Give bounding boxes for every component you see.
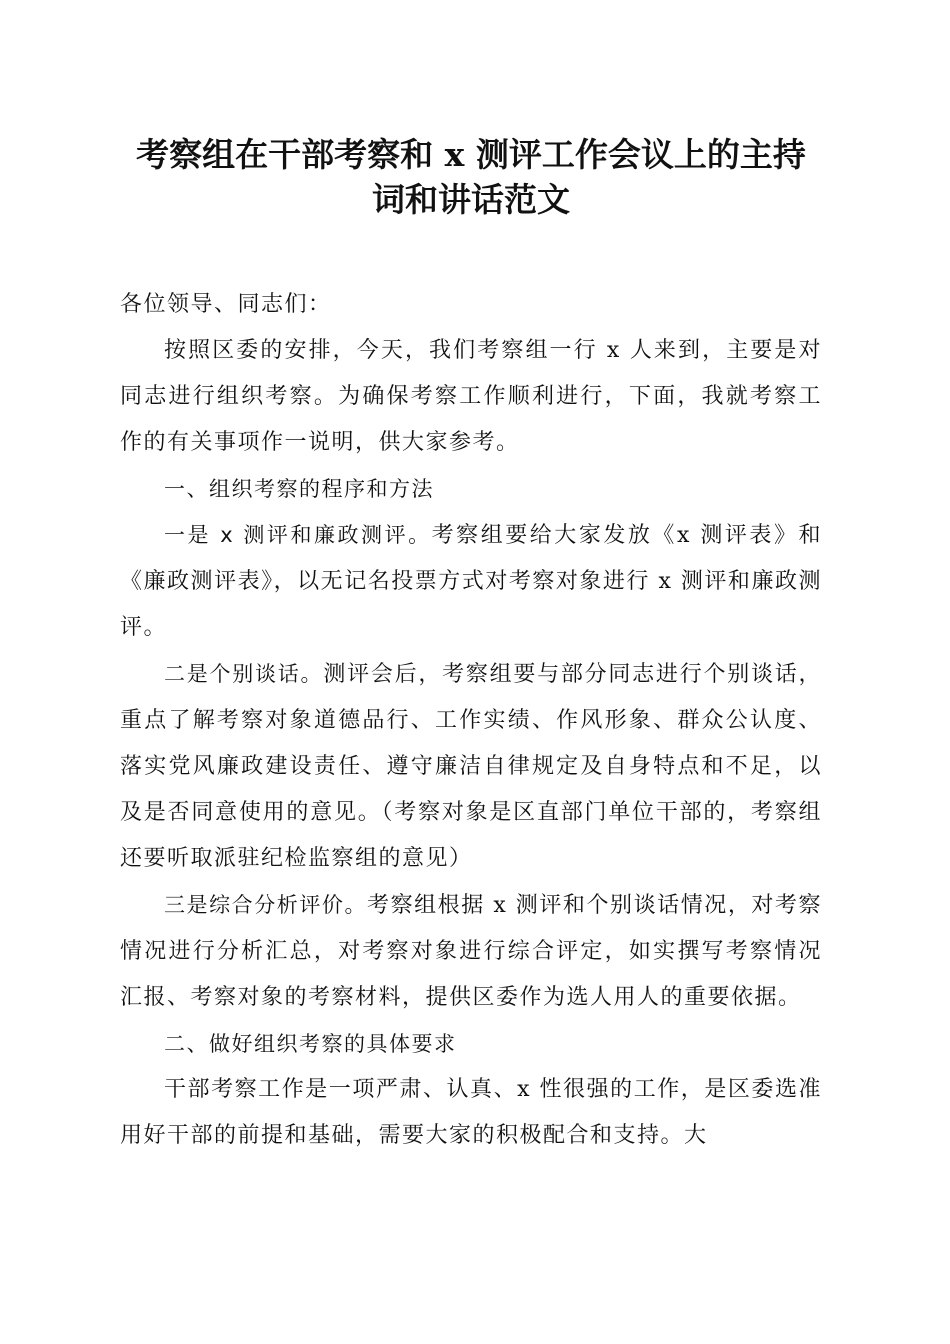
item-1-paragraph	[120, 512, 822, 651]
item-2-text: 测评会后，考察组要与部分同志进行个别谈话，重点了解考察对象道德品行、工作实绩、作风形象、群众公认度、落实党风廉政建设责任、遵守廉洁自律规定及自身特点和不足，以及是否同意使用的意见。（考察对象是区直部门单位干部的，考察组还要听取派驻纪检监察组的意见）	[120, 662, 822, 871]
item-1-lead: 一是 x 测评和廉政测评。	[164, 523, 432, 547]
item-3-text: 考察组根据 x 测评和个别谈话情况，对考察情况进行分析汇总，对考察对象进行综合评定，如实撰写考察情况汇报、考察对象的考察材料，提供区委作为选人用人的重要依据。	[120, 893, 822, 1010]
item-1-text: 考察组要给大家发放《x 测评表》和《廉政测评表》，以无记名投票方式对考察对象进行 x 测评和廉政测评。	[120, 523, 822, 640]
title-line-2: 词和讲话范文	[372, 180, 570, 219]
section-1-heading: 一、组织考察的程序和方法	[164, 477, 434, 501]
section-2-heading: 二、做好组织考察的具体要求	[164, 1032, 457, 1056]
item-3-paragraph	[120, 882, 822, 1021]
title-line-1: 考察组在干部考察和 x 测评工作会议上的主持	[136, 135, 806, 174]
item-3-lead: 三是综合分析评价。	[164, 893, 368, 917]
intro-paragraph: 按照区委的安排，今天，我们考察组一行 x 人来到，主要是对同志进行组织考察。为确保考察工作顺利进行，下面，我就考察工作的有关事项作一说明，供大家参考。	[120, 338, 822, 455]
document-body	[120, 282, 822, 1159]
item-2-paragraph	[120, 651, 822, 882]
item-2-lead: 二是个别谈话。	[164, 662, 324, 686]
salutation: 各位领导、同志们：	[120, 292, 332, 317]
section-2-paragraph: 干部考察工作是一项严肃、认真、x 性很强的工作，是区委选准用好干部的前提和基础，需要大家的积极配合和支持。大	[120, 1077, 822, 1148]
document-title	[120, 132, 822, 222]
